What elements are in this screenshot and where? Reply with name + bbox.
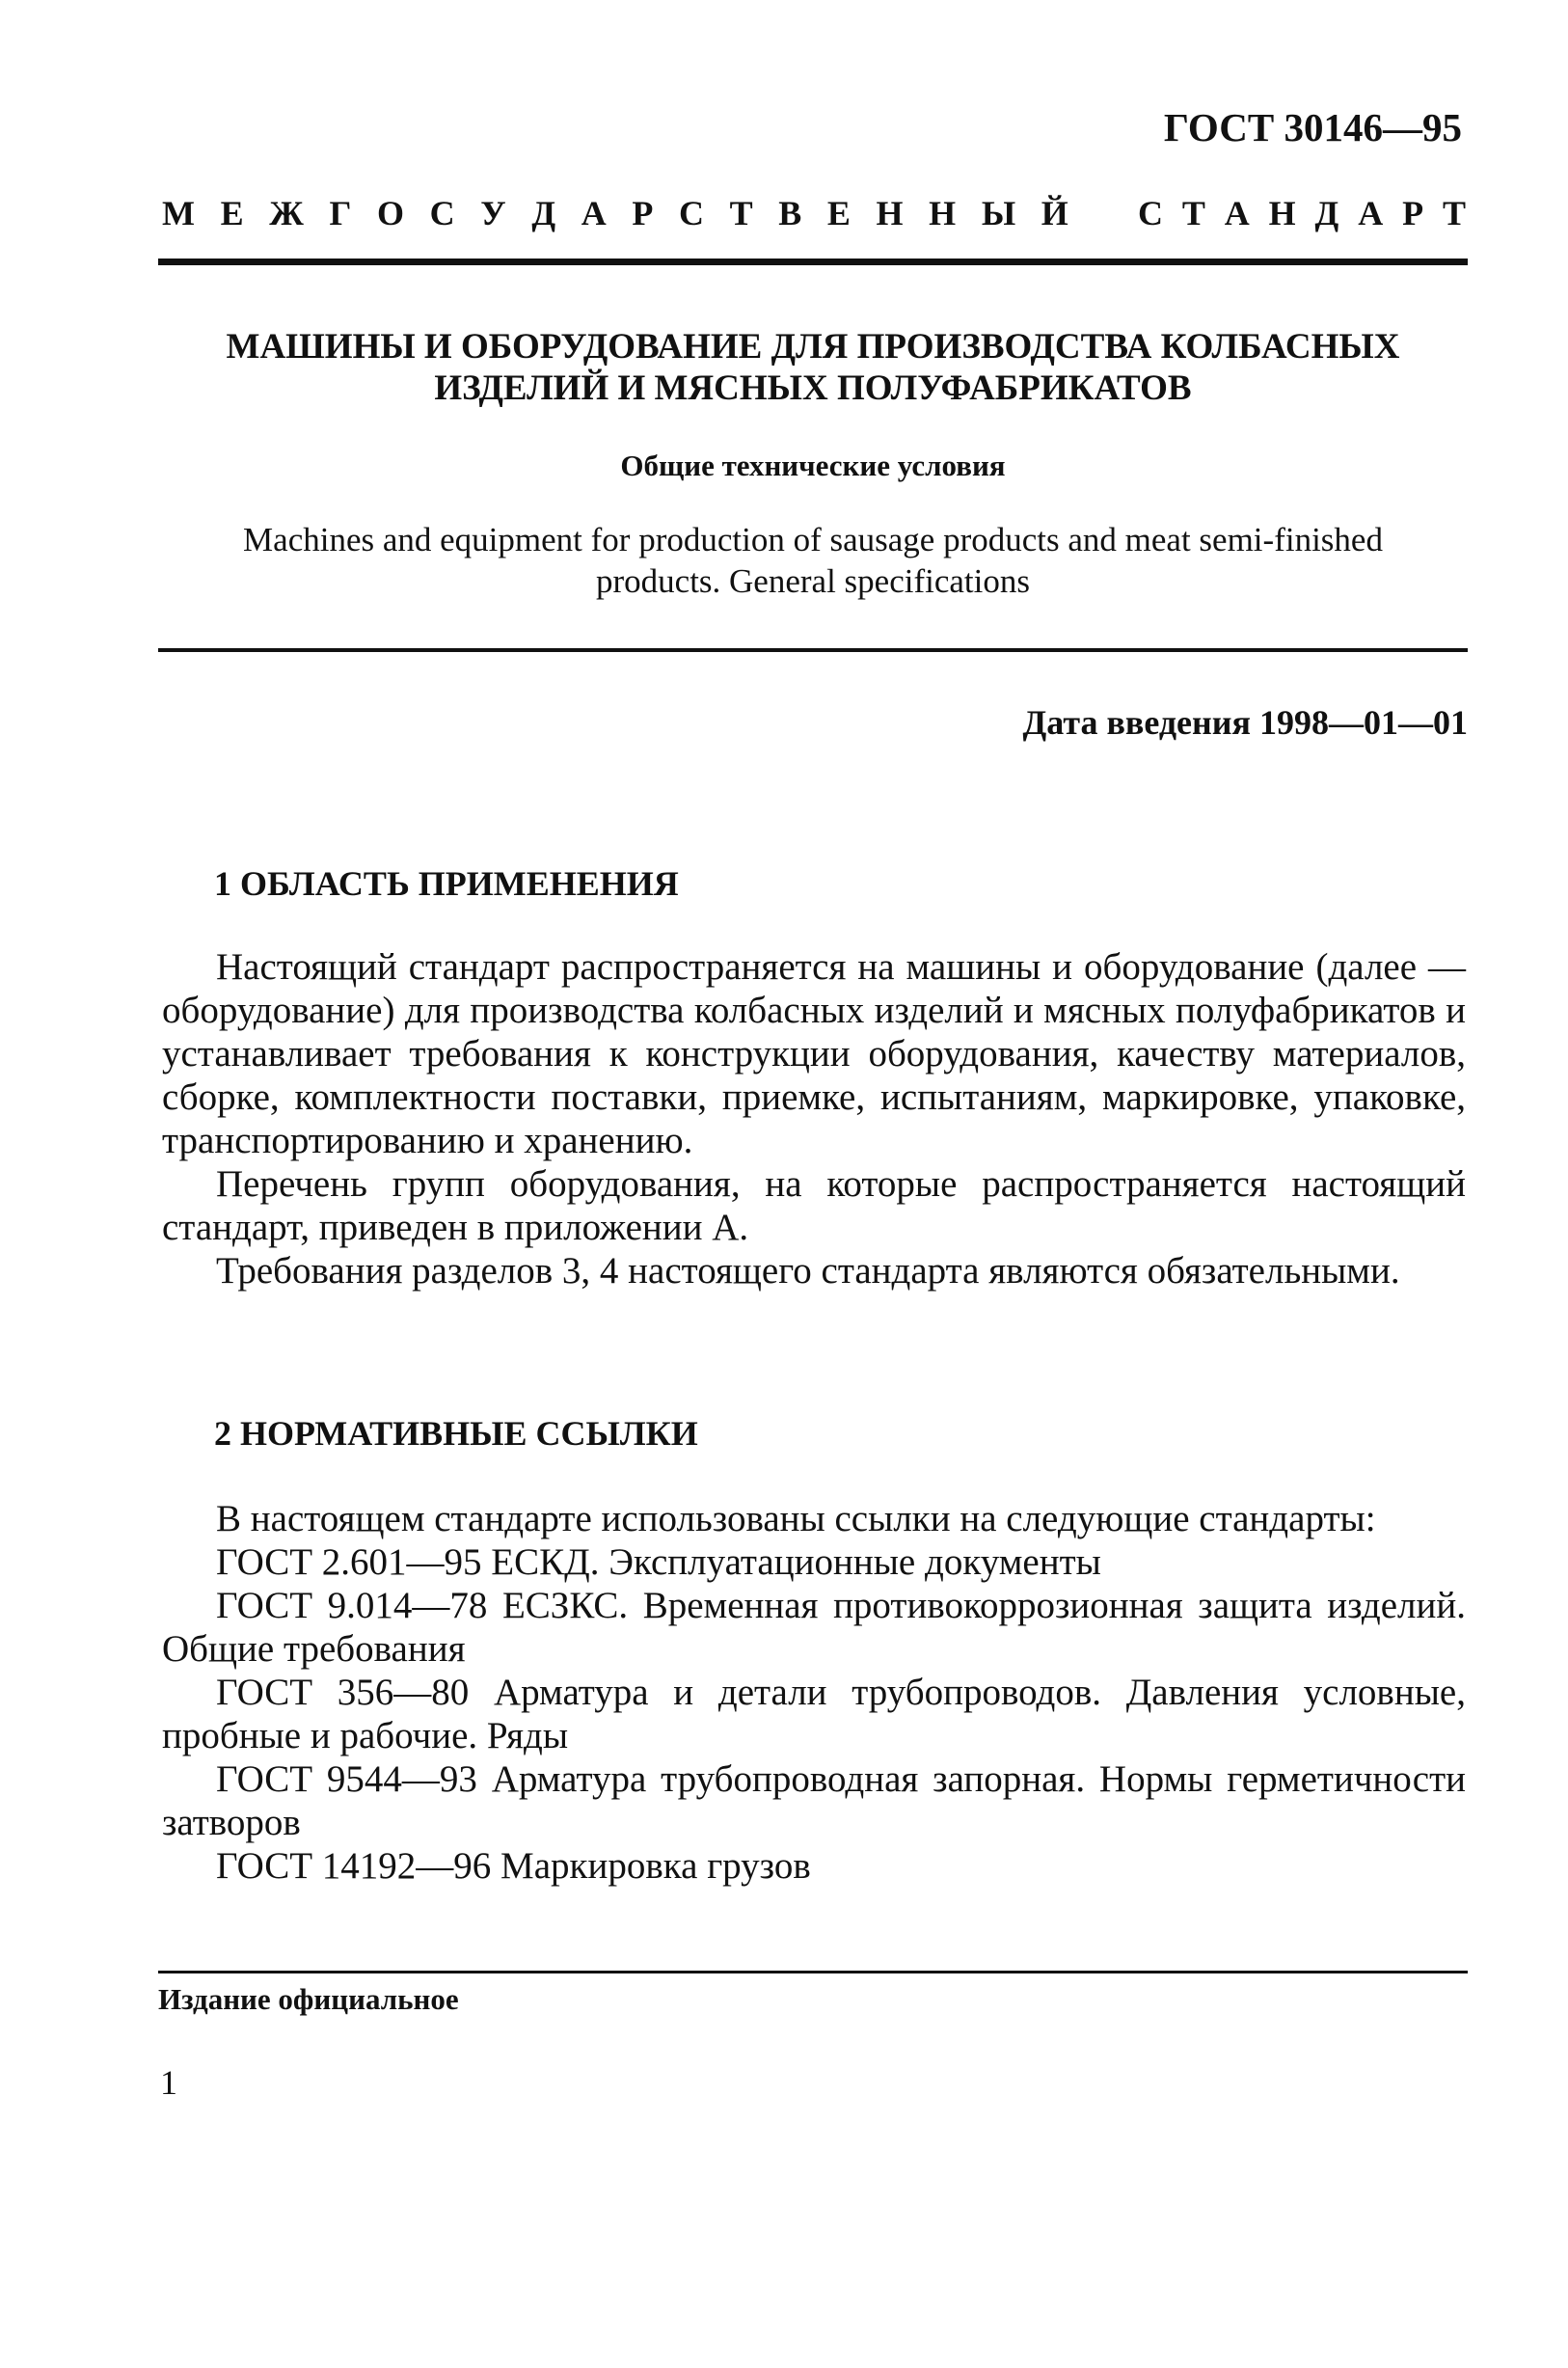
banner-letter: Н xyxy=(1268,194,1296,232)
title-line-1: МАШИНЫ И ОБОРУДОВАНИЕ ДЛЯ ПРОИЗВОДСТВА КОЛБАСНЫХ xyxy=(226,327,1400,367)
banner-letter: Д xyxy=(1314,194,1339,232)
title-line-2: ИЗДЕЛИЙ И МЯСНЫХ ПОЛУФАБРИКАТОВ xyxy=(434,368,1192,408)
references-intro: В настоящем стандарте использованы ссылки на следующие стандарты: xyxy=(216,1498,1376,1539)
banner-letter: В xyxy=(778,194,802,232)
section-heading-scope: 1 ОБЛАСТЬ ПРИМЕНЕНИЯ xyxy=(214,864,679,903)
banner-letter: Р xyxy=(1402,194,1424,232)
banner-letter: Д xyxy=(531,194,556,232)
banner-letter: Е xyxy=(220,194,244,232)
paragraph: Перечень групп оборудования, на которые распространяется настоящий стандарт, приведен в приложении А. xyxy=(162,1163,1466,1248)
banner-letter: Ы xyxy=(981,194,1016,232)
banner-letter: Е xyxy=(826,194,851,232)
banner-letter: А xyxy=(1224,194,1250,232)
english-title xyxy=(158,519,1468,602)
standard-type-banner xyxy=(162,193,1466,233)
references-list xyxy=(162,1497,1466,1888)
banner-letter: Н xyxy=(929,194,957,232)
reference-item: ГОСТ 14192—96 Маркировка грузов xyxy=(216,1845,811,1887)
paragraph: Требования разделов 3, 4 настоящего стандарта являются обязательными. xyxy=(216,1250,1400,1292)
banner-letter: Т xyxy=(729,194,753,232)
banner-letter: Р xyxy=(632,194,654,232)
section-heading-references: 2 НОРМАТИВНЫЕ ССЫЛКИ xyxy=(214,1414,698,1453)
banner-letter: Г xyxy=(329,194,352,232)
banner-letter: А xyxy=(581,194,607,232)
reference-item: ГОСТ 356—80 Арматура и детали трубопроводов. Давления условные, пробные и рабочие. Ряды xyxy=(162,1672,1466,1756)
document-number: ГОСТ 30146—95 xyxy=(1163,105,1462,150)
banner-letter: С xyxy=(429,194,455,232)
document-subtitle: Общие технические условия xyxy=(620,449,1006,482)
paragraph: Настоящий стандарт распространяется на машины и оборудование (далее — оборудование) для производства колбасных изделий и мясных полуфабрикатов и устанавливает требования к конструкции оборудования, качеству материалов, сборке, комплектности поставки, приемке, испытаниям, маркировке, упаковке, транспортированию и хранению. xyxy=(162,946,1466,1161)
page-number: 1 xyxy=(160,2063,177,2102)
title-rule xyxy=(158,648,1468,652)
effective-date: Дата введения 1998—01—01 xyxy=(1022,703,1468,742)
reference-item: ГОСТ 9544—93 Арматура трубопроводная запорная. Нормы герметичности затворов xyxy=(162,1758,1466,1843)
footer-rule xyxy=(158,1971,1468,1973)
banner-letter: Й xyxy=(1041,194,1068,232)
banner-letter: С xyxy=(1138,194,1163,232)
section-scope-body xyxy=(162,945,1466,1293)
banner-letter: А xyxy=(1358,194,1384,232)
standard-type-word xyxy=(1138,193,1466,233)
edition-label: Издание официальное xyxy=(158,1982,459,2016)
standard-type-word xyxy=(162,193,1068,233)
header-rule xyxy=(158,259,1468,265)
banner-letter: О xyxy=(377,194,405,232)
reference-item: ГОСТ 2.601—95 ЕСКД. Эксплуатационные документы xyxy=(216,1541,1101,1583)
banner-letter: Т xyxy=(1181,194,1205,232)
banner-letter: М xyxy=(162,194,195,232)
document-title xyxy=(158,326,1468,409)
reference-item: ГОСТ 9.014—78 ЕСЗКС. Временная противокоррозионная защита изделий. Общие требования xyxy=(162,1585,1466,1670)
english-title-text: Machines and equipment for production of sausage products and meat semi-finished products. General specifications xyxy=(243,521,1383,600)
banner-letter: Н xyxy=(876,194,904,232)
banner-letter: У xyxy=(480,194,506,232)
banner-letter: Т xyxy=(1442,194,1466,232)
banner-letter: Ж xyxy=(269,194,304,232)
banner-letter: С xyxy=(678,194,704,232)
